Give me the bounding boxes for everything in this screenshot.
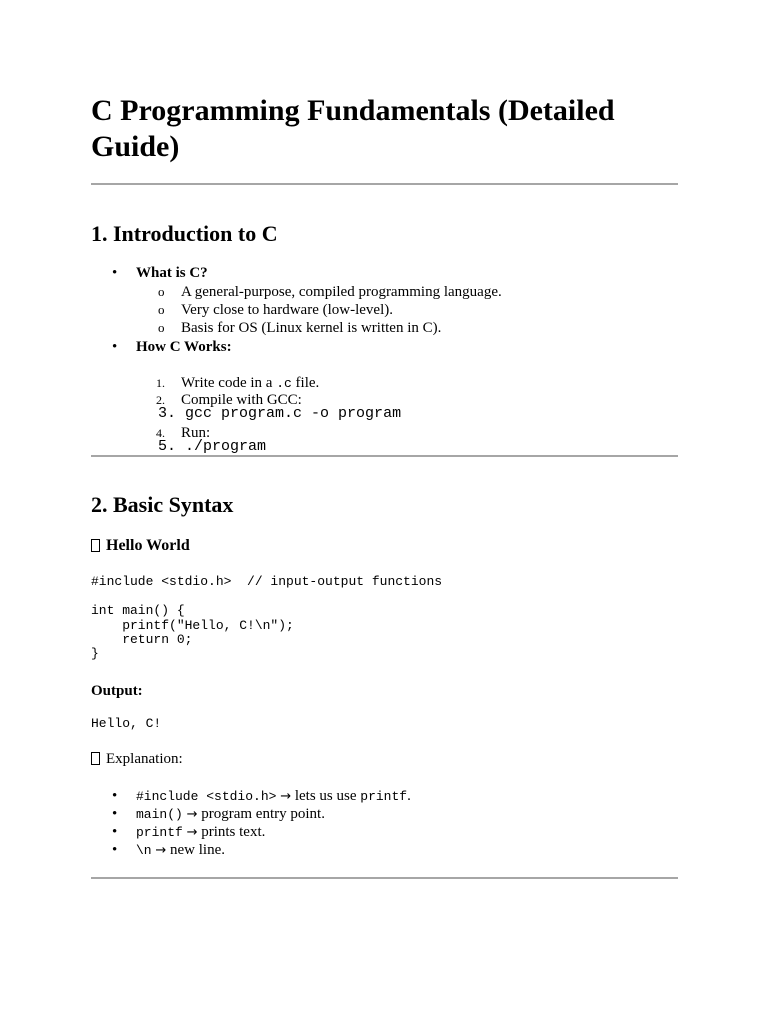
missing-glyph-icon — [91, 752, 100, 765]
code-line: } — [91, 646, 99, 661]
step-number: 4. — [156, 426, 165, 440]
explanation-item: main() → program entry point. — [136, 806, 325, 822]
sub-bullet-marker: o — [158, 302, 165, 317]
how-c-works-label: How C Works: — [136, 339, 232, 355]
section-heading-intro: 1. Introduction to C — [91, 221, 278, 246]
bullet-marker: • — [112, 339, 118, 355]
divider — [91, 455, 678, 457]
section-heading-syntax: 2. Basic Syntax — [91, 492, 234, 517]
bullet-marker: • — [112, 824, 118, 840]
bullet-marker: • — [112, 806, 118, 822]
page-title: C Programming Fundamentals (Detailed Guide) — [91, 94, 615, 163]
output-label: Output: — [91, 683, 143, 699]
explanation-item: \n → new line. — [136, 842, 225, 858]
list-item: Basis for OS (Linux kernel is written in C). — [181, 320, 442, 336]
output-text: Hello, C! — [91, 716, 162, 731]
explanation-item: printf → prints text. — [136, 824, 266, 840]
list-item: A general-purpose, compiled programming language. — [181, 284, 502, 300]
explanation-item: #include <stdio.h> → lets us use printf. — [136, 788, 411, 804]
hello-world-heading: Hello World — [91, 537, 190, 555]
bullet-marker: • — [112, 842, 118, 858]
step-text: Write code in a .c file. — [181, 375, 320, 391]
code-line: printf("Hello, C!\n"); — [91, 618, 294, 633]
divider — [91, 877, 678, 879]
sub-bullet-marker: o — [158, 320, 165, 335]
code-line: #include <stdio.h> // input-output functions — [91, 574, 443, 589]
step-number: 2. — [156, 393, 165, 407]
step-number: 1. — [156, 376, 165, 390]
step-text: Compile with GCC: — [181, 392, 302, 408]
step-text: Run: — [181, 425, 211, 441]
divider — [91, 183, 678, 185]
bullet-marker: • — [112, 265, 118, 281]
bullet-marker: • — [112, 788, 118, 804]
list-item: Very close to hardware (low-level). — [181, 302, 393, 318]
step-code: 5. ./program — [158, 438, 267, 455]
code-line: int main() { — [91, 603, 185, 618]
missing-glyph-icon — [91, 539, 100, 552]
explanation-heading: Explanation: — [91, 750, 183, 768]
step-code: 3. gcc program.c -o program — [158, 405, 402, 422]
sub-bullet-marker: o — [158, 284, 165, 299]
inline-code: .c — [276, 376, 292, 391]
what-is-label: What is C? — [136, 265, 208, 281]
code-line: return 0; — [91, 632, 193, 647]
